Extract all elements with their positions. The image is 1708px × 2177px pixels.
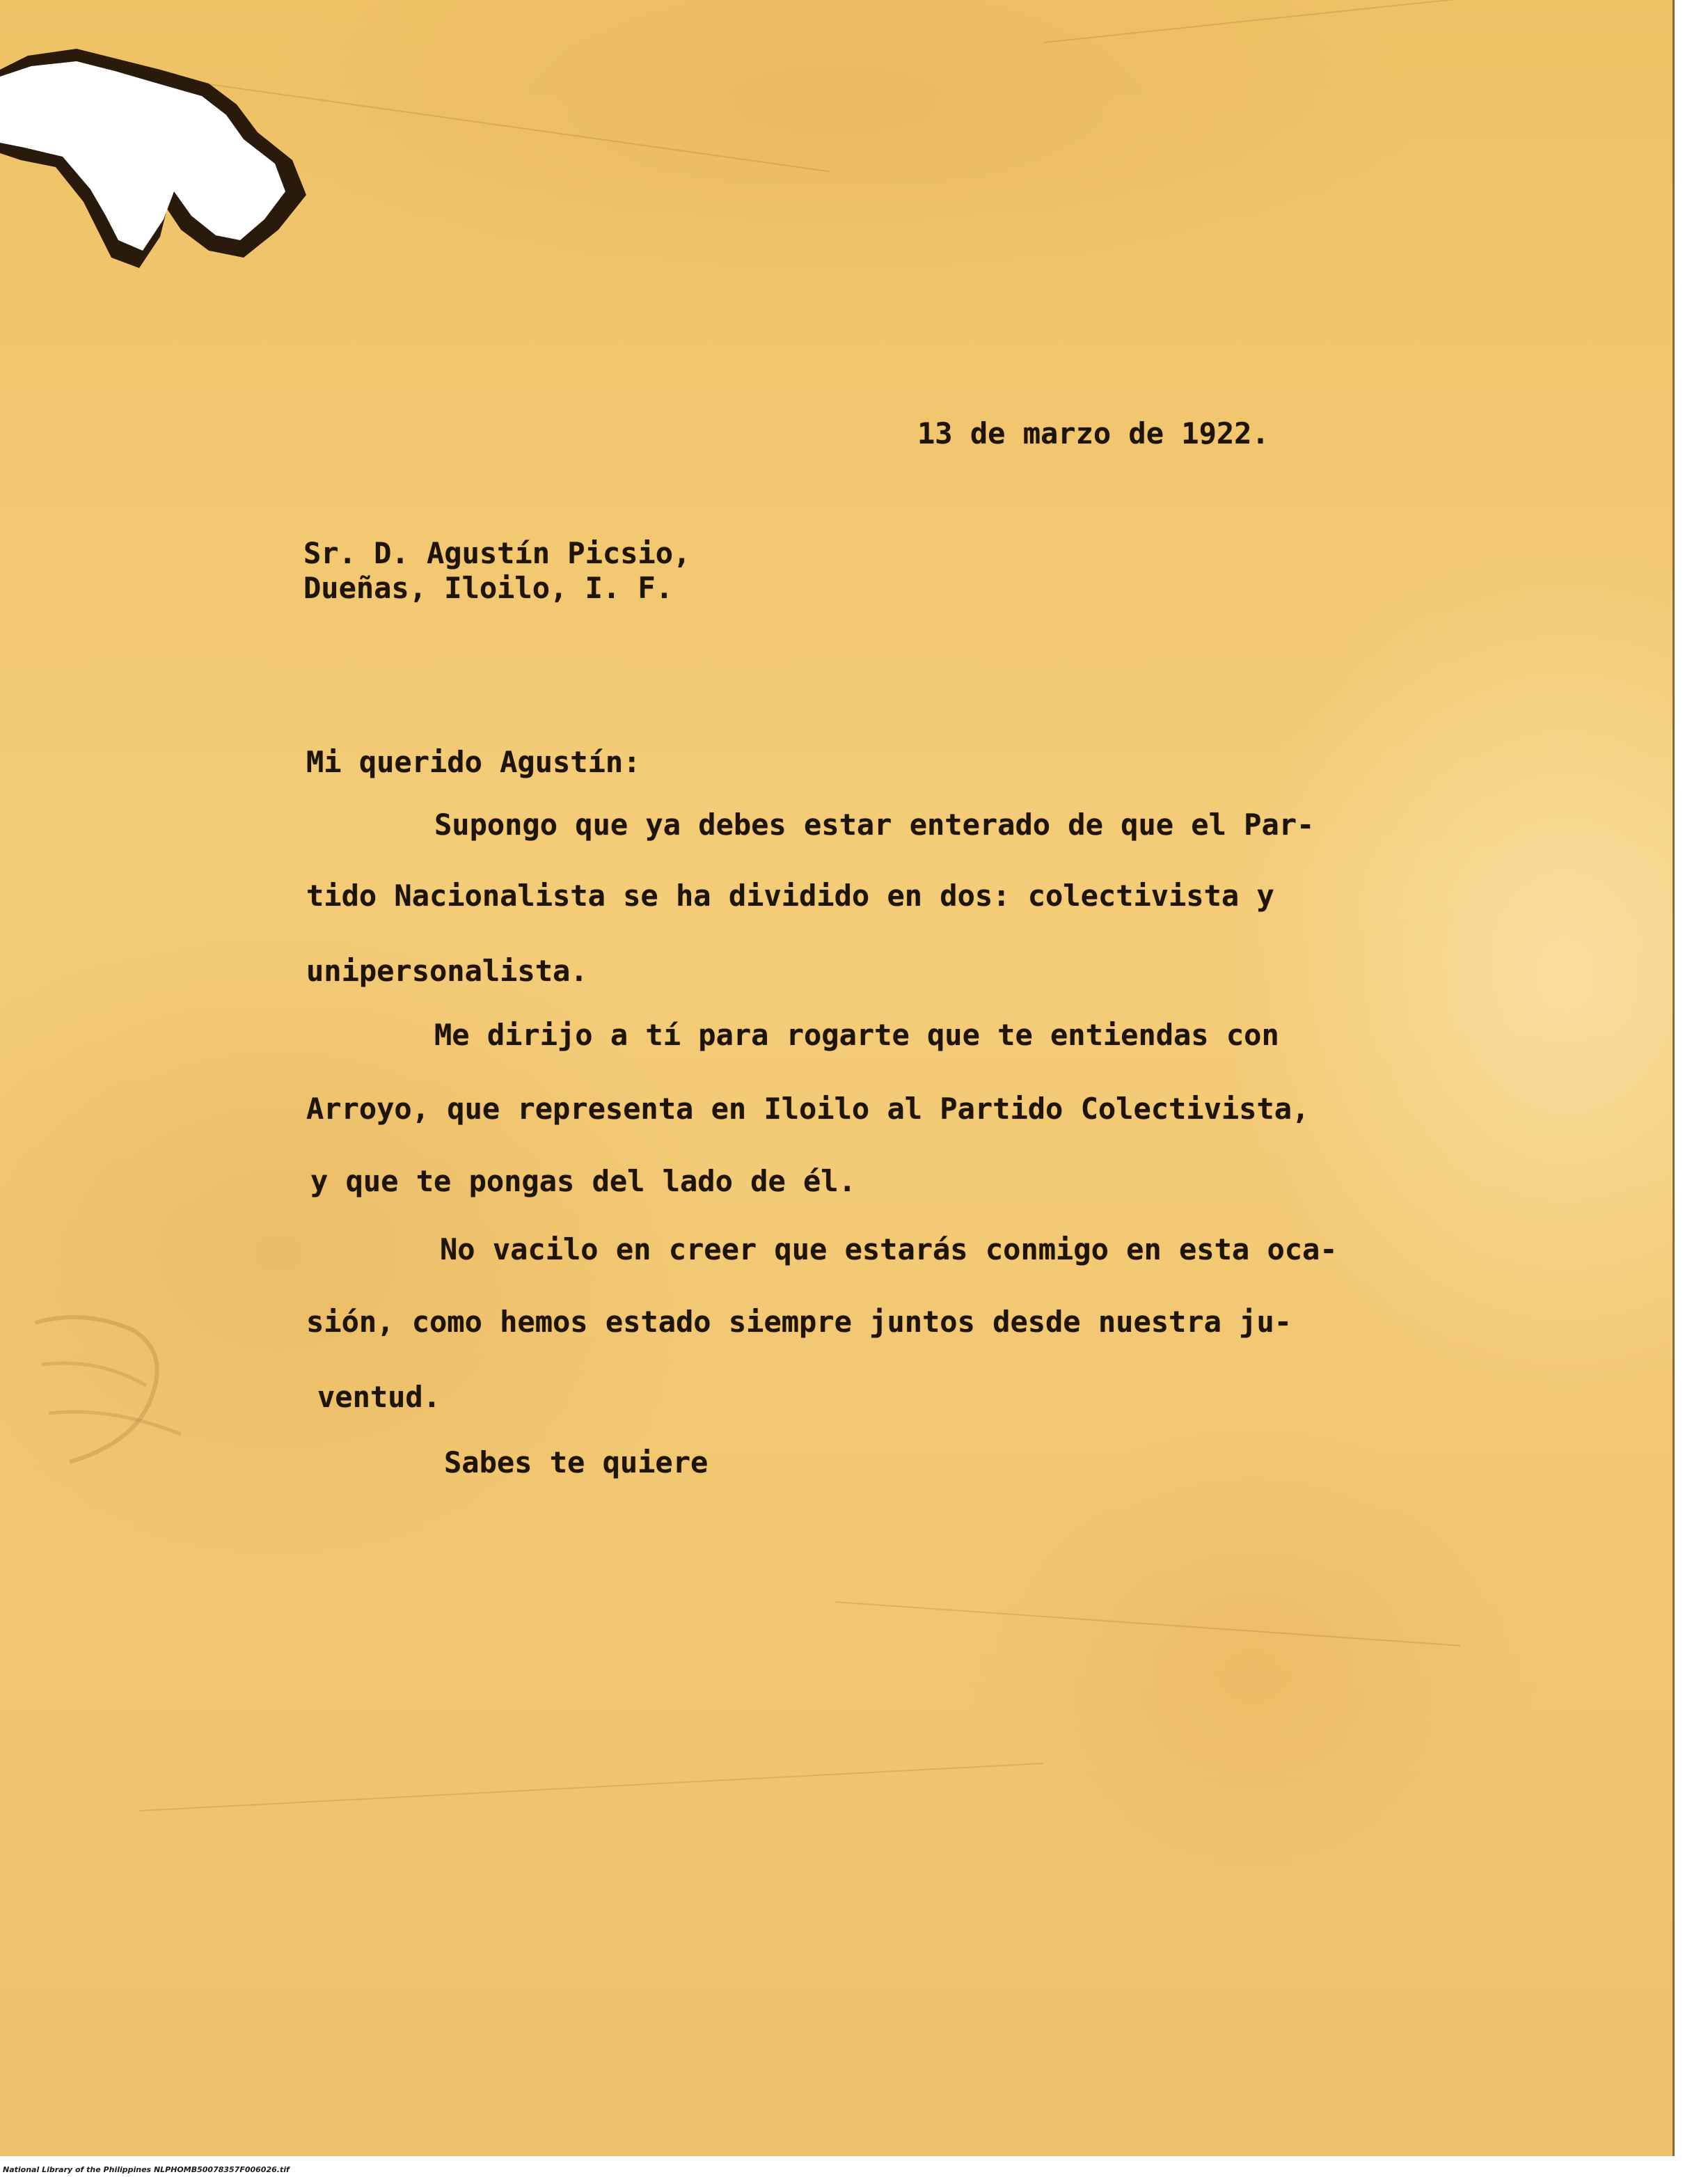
footer-credit: National Library of the Philippines NLPHOMB50078357F006026.tif bbox=[3, 2165, 290, 2174]
paragraph-line: sión, como hemos estado siempre juntos desde nuestra ju- bbox=[306, 1305, 1292, 1339]
closing: Sabes te quiere bbox=[444, 1445, 709, 1479]
letter-date: 13 de marzo de 1922. bbox=[917, 416, 1270, 450]
recipient-name: Sr. D. Agustín Picsio, bbox=[303, 536, 691, 570]
paragraph-line: y que te pongas del lado de él. bbox=[310, 1164, 856, 1198]
paragraph-line: Me dirijo a tí para rogarte que te entiendas con bbox=[434, 1018, 1279, 1052]
salutation: Mi querido Agustín: bbox=[306, 745, 641, 779]
recipient-address: Dueñas, Iloilo, I. F. bbox=[303, 571, 674, 605]
paragraph-line: ventud. bbox=[317, 1380, 441, 1414]
scan-right-margin bbox=[1673, 0, 1708, 2158]
paragraph-line: Supongo que ya debes estar enterado de que el Par- bbox=[434, 808, 1315, 842]
paragraph-line: Arroyo, que representa en Iloilo al Partido Colectivista, bbox=[306, 1092, 1310, 1126]
paragraph-line: unipersonalista. bbox=[306, 954, 588, 988]
scan-footer-strip bbox=[0, 2156, 1708, 2177]
paragraph-line: No vacilo en creer que estarás conmigo en esta oca- bbox=[440, 1232, 1338, 1266]
paragraph-line: tido Nacionalista se ha dividido en dos: colectivista y bbox=[306, 879, 1274, 913]
